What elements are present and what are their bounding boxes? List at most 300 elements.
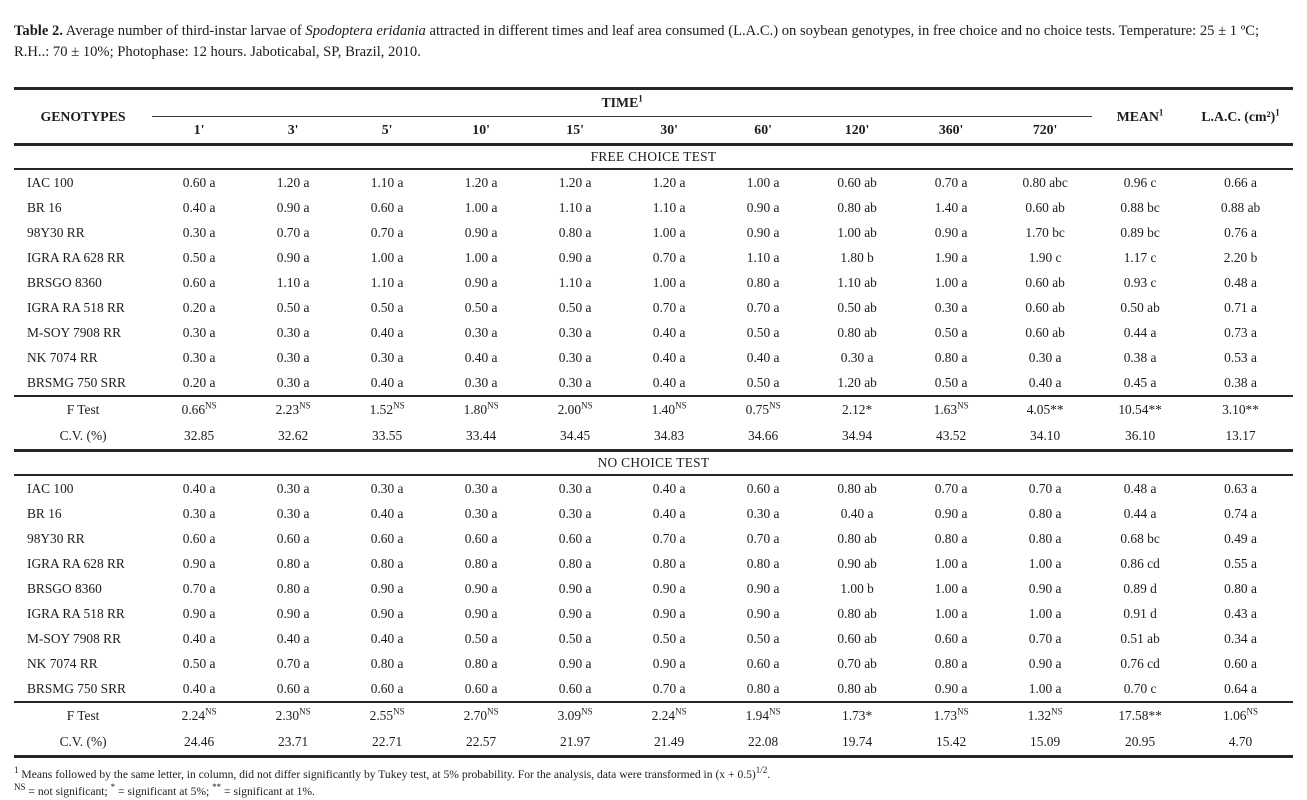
lac-cell: 0.76 a	[1224, 224, 1257, 240]
value-cell: 0.60 ab	[1025, 274, 1065, 290]
time-label: TIME	[601, 95, 639, 111]
cv-cell: 34.83	[654, 428, 685, 444]
value-cell: 0.30 a	[1028, 349, 1062, 365]
time-col-header: 5'	[381, 122, 393, 138]
value-cell: 0.30 a	[558, 374, 592, 390]
genotype-cell: 98Y30 RR	[27, 530, 85, 546]
value-cell: 1.00 a	[934, 274, 968, 290]
cv-cell: 24.46	[184, 734, 215, 750]
f-test-value: 1.73*	[842, 708, 873, 724]
value-cell: 0.30 a	[558, 480, 592, 496]
cv-row	[14, 423, 1293, 451]
footnote-2-text-a: = not significant;	[25, 784, 111, 798]
value-cell: 0.80 a	[1028, 505, 1062, 521]
value-cell: 0.80 ab	[837, 680, 877, 696]
time-col-header: 60'	[754, 122, 772, 138]
table-row	[14, 270, 1293, 295]
time-col-header: 720'	[1032, 122, 1058, 138]
mean-cell: 0.38 a	[1123, 349, 1157, 365]
value-cell: 1.00 a	[1028, 555, 1062, 571]
lac-cell: 0.64 a	[1224, 680, 1257, 696]
lac-cell: 0.74 a	[1224, 505, 1257, 521]
cv-cell: 19.74	[842, 734, 873, 750]
footnote-1	[14, 767, 1293, 783]
genotype-cell: BRSGO 8360	[27, 274, 102, 290]
value-cell: 0.50 ab	[837, 299, 877, 315]
mean-cell: 0.50 ab	[1120, 299, 1160, 315]
f-test-cell	[528, 702, 622, 729]
value-cell: 0.60 a	[558, 530, 592, 546]
table-row	[14, 320, 1293, 345]
value-cell: 0.60 ab	[1025, 199, 1065, 215]
f-test-value: 1.94	[745, 708, 770, 724]
mean-cell: 0.76 cd	[1120, 655, 1160, 671]
lac-cell: 0.49 a	[1224, 530, 1257, 546]
lac-cell: 0.38 a	[1224, 374, 1257, 390]
f-test-cell	[998, 396, 1092, 423]
cv-cell: 21.49	[654, 734, 685, 750]
genotype-cell: BRSGO 8360	[27, 580, 102, 596]
value-cell: 0.80 a	[276, 580, 310, 596]
value-cell: 0.90 a	[464, 580, 498, 596]
value-cell: 1.10 a	[370, 174, 404, 190]
col-header-lac	[1188, 89, 1293, 145]
species-name: Spodoptera eridania	[305, 23, 426, 39]
cv-cell: 33.44	[466, 428, 497, 444]
mean-cell: 0.48 a	[1123, 480, 1157, 496]
genotype-cell: IAC 100	[27, 174, 74, 190]
mean-cell: 0.70 c	[1123, 680, 1157, 696]
f-test-significance: NS	[957, 400, 969, 411]
genotype-cell: M-SOY 7908 RR	[27, 324, 121, 340]
value-cell: 0.90 a	[558, 605, 592, 621]
f-test-cell	[246, 396, 340, 423]
value-cell: 0.90 a	[370, 580, 404, 596]
mean-cell: 0.89 bc	[1120, 224, 1160, 240]
f-test-significance: NS	[205, 706, 217, 717]
section-title-row	[14, 451, 1293, 476]
value-cell: 0.90 a	[746, 605, 780, 621]
value-cell: 0.80 ab	[837, 480, 877, 496]
lac-cell: 0.53 a	[1224, 349, 1257, 365]
value-cell: 1.10 a	[558, 274, 592, 290]
value-cell: 1.20 a	[276, 174, 310, 190]
value-cell: 0.50 a	[934, 374, 968, 390]
results-table	[14, 87, 1293, 758]
footnote-2-star-marker: *	[110, 781, 116, 792]
value-cell: 1.70 bc	[1025, 224, 1065, 240]
value-cell: 0.60 a	[182, 274, 216, 290]
footnote-1-period: .	[767, 768, 771, 782]
value-cell: 0.70 a	[276, 224, 310, 240]
f-test-value: 2.24	[651, 708, 676, 724]
value-cell: 0.30 a	[746, 505, 780, 521]
value-cell: 0.80 a	[934, 530, 968, 546]
value-cell: 0.40 a	[182, 630, 216, 646]
value-cell: 0.90 a	[934, 505, 968, 521]
value-cell: 0.70 a	[1028, 630, 1062, 646]
f-test-cell	[716, 396, 810, 423]
value-cell: 0.90 a	[276, 605, 310, 621]
value-cell: 0.30 a	[840, 349, 874, 365]
value-cell: 0.70 a	[182, 580, 216, 596]
value-cell: 0.30 a	[934, 299, 968, 315]
value-cell: 0.30 a	[370, 480, 404, 496]
value-cell: 0.70 a	[934, 174, 968, 190]
cv-cell: 43.52	[936, 428, 967, 444]
value-cell: 0.80 a	[558, 555, 592, 571]
value-cell: 0.90 a	[1028, 655, 1062, 671]
lac-superscript: 1	[1275, 107, 1280, 118]
cv-row	[14, 729, 1293, 757]
value-cell: 0.90 a	[558, 249, 592, 265]
lac-cell: 0.60 a	[1224, 655, 1257, 671]
value-cell: 0.50 a	[464, 630, 498, 646]
f-test-significance: NS	[205, 400, 217, 411]
value-cell: 0.80 a	[558, 224, 592, 240]
value-cell: 0.80 ab	[837, 605, 877, 621]
genotype-cell: NK 7074 RR	[27, 655, 98, 671]
value-cell: 0.60 a	[370, 530, 404, 546]
value-cell: 1.10 a	[370, 274, 404, 290]
footnote-1-marker: 1	[14, 765, 19, 776]
value-cell: 0.30 a	[558, 349, 592, 365]
value-cell: 0.90 a	[1028, 580, 1062, 596]
value-cell: 0.60 ab	[1025, 299, 1065, 315]
col-header-genotypes: GENOTYPES	[40, 108, 126, 124]
value-cell: 0.50 a	[182, 655, 216, 671]
lac-cell: 0.55 a	[1224, 555, 1257, 571]
mean-cell: 0.45 a	[1123, 374, 1157, 390]
time-col-header: 3'	[287, 122, 299, 138]
value-cell: 0.40 a	[182, 680, 216, 696]
value-cell: 0.40 a	[652, 349, 686, 365]
mean-superscript: 1	[1158, 107, 1164, 118]
f-test-cell	[434, 396, 528, 423]
value-cell: 0.60 a	[182, 174, 216, 190]
cv-cell: 34.94	[842, 428, 873, 444]
value-cell: 0.30 a	[276, 374, 310, 390]
genotype-cell: BR 16	[27, 505, 62, 521]
value-cell: 0.90 a	[182, 605, 216, 621]
genotype-cell: IGRA RA 518 RR	[27, 299, 125, 315]
f-test-cell	[434, 702, 528, 729]
f-test-value: 10.54**	[1118, 402, 1162, 418]
value-cell: 0.90 a	[746, 199, 780, 215]
value-cell: 0.60 ab	[837, 174, 877, 190]
f-test-significance: NS	[1246, 706, 1258, 717]
cv-cell: 34.45	[560, 428, 591, 444]
cv-label: C.V. (%)	[59, 428, 107, 444]
value-cell: 0.90 ab	[837, 555, 877, 571]
value-cell: 0.50 a	[652, 630, 686, 646]
value-cell: 1.90 a	[934, 249, 968, 265]
value-cell: 0.60 a	[182, 530, 216, 546]
value-cell: 0.60 a	[370, 680, 404, 696]
value-cell: 1.20 a	[652, 174, 686, 190]
value-cell: 0.80 a	[1028, 530, 1062, 546]
section-title: NO CHOICE TEST	[597, 455, 710, 471]
f-test-label: F Test	[66, 708, 100, 724]
f-test-value: 3.10**	[1222, 402, 1259, 418]
f-test-value: 2.30	[275, 708, 300, 724]
table-row	[14, 501, 1293, 526]
value-cell: 0.80 a	[746, 680, 780, 696]
value-cell: 1.00 a	[934, 555, 968, 571]
value-cell: 0.30 a	[464, 480, 498, 496]
value-cell: 0.50 a	[934, 324, 968, 340]
mean-cell: 0.96 c	[1123, 174, 1157, 190]
value-cell: 0.50 a	[182, 249, 216, 265]
f-test-value: 1.73	[933, 708, 958, 724]
value-cell: 0.80 a	[934, 655, 968, 671]
value-cell: 0.40 a	[182, 199, 216, 215]
lac-cell: 0.80 a	[1224, 580, 1257, 596]
value-cell: 0.80 a	[464, 655, 498, 671]
table-row	[14, 345, 1293, 370]
f-test-cell	[810, 702, 904, 729]
f-test-value: 1.40	[651, 402, 676, 418]
f-test-value: 2.00	[557, 402, 582, 418]
f-test-significance: NS	[675, 706, 687, 717]
col-header-time	[152, 89, 1092, 117]
value-cell: 0.70 a	[370, 224, 404, 240]
f-test-significance: NS	[299, 400, 311, 411]
value-cell: 0.80 ab	[837, 530, 877, 546]
f-test-significance: NS	[769, 400, 781, 411]
f-test-significance: NS	[581, 400, 593, 411]
value-cell: 0.90 a	[652, 605, 686, 621]
mean-cell: 0.86 cd	[1120, 555, 1160, 571]
f-test-cell	[904, 702, 998, 729]
value-cell: 1.20 a	[464, 174, 498, 190]
value-cell: 0.70 a	[652, 249, 686, 265]
value-cell: 0.70 a	[276, 655, 310, 671]
f-test-significance: NS	[675, 400, 687, 411]
value-cell: 0.70 a	[746, 299, 780, 315]
table-body	[14, 145, 1293, 757]
mean-cell: 0.93 c	[1123, 274, 1157, 290]
value-cell: 0.30 a	[182, 224, 216, 240]
f-test-row	[14, 396, 1293, 423]
table-row	[14, 626, 1293, 651]
value-cell: 0.40 a	[370, 505, 404, 521]
f-test-value: 2.70	[463, 708, 488, 724]
time-col-header: 360'	[938, 122, 964, 138]
cv-cell: 21.97	[560, 734, 591, 750]
value-cell: 0.50 a	[370, 299, 404, 315]
value-cell: 0.40 a	[652, 374, 686, 390]
genotype-cell: M-SOY 7908 RR	[27, 630, 121, 646]
f-test-significance: NS	[581, 706, 593, 717]
cv-cell: 34.66	[748, 428, 779, 444]
table-row	[14, 245, 1293, 270]
f-test-value: 2.24	[181, 708, 206, 724]
value-cell: 0.30 a	[182, 505, 216, 521]
f-test-value: 1.80	[463, 402, 488, 418]
value-cell: 0.40 a	[652, 324, 686, 340]
time-col-header: 1'	[193, 122, 205, 138]
f-test-significance: NS	[487, 400, 499, 411]
f-test-cell	[152, 396, 246, 423]
value-cell: 0.30 a	[558, 505, 592, 521]
value-cell: 0.90 a	[276, 199, 310, 215]
value-cell: 0.60 a	[558, 680, 592, 696]
value-cell: 0.30 a	[276, 505, 310, 521]
value-cell: 0.90 a	[464, 274, 498, 290]
f-test-cell	[1092, 702, 1188, 729]
genotype-cell: BRSMG 750 SRR	[27, 680, 126, 696]
f-test-cell	[1188, 702, 1293, 729]
cv-cell: 22.08	[748, 734, 779, 750]
value-cell: 0.80 ab	[837, 199, 877, 215]
table-row	[14, 370, 1293, 396]
f-test-value: 17.58**	[1118, 708, 1162, 724]
value-cell: 1.00 a	[652, 224, 686, 240]
mean-cell: 0.44 a	[1123, 505, 1157, 521]
lac-cell: 0.66 a	[1224, 174, 1257, 190]
time-superscript: 1	[638, 93, 643, 104]
value-cell: 0.90 a	[746, 224, 780, 240]
value-cell: 0.90 a	[276, 249, 310, 265]
f-test-significance: NS	[487, 706, 499, 717]
f-test-value: 1.06	[1223, 708, 1247, 724]
value-cell: 0.80 a	[276, 555, 310, 571]
value-cell: 0.90 a	[558, 580, 592, 596]
f-test-value: 3.09	[557, 708, 582, 724]
footnote-2	[14, 781, 1293, 800]
value-cell: 0.80 a	[370, 655, 404, 671]
mean-cell: 0.88 bc	[1120, 199, 1160, 215]
value-cell: 0.50 a	[558, 630, 592, 646]
f-test-cell	[1188, 396, 1293, 423]
value-cell: 1.00 b	[840, 580, 874, 596]
f-test-cell	[622, 396, 716, 423]
value-cell: 0.70 a	[652, 530, 686, 546]
value-cell: 1.10 ab	[837, 274, 877, 290]
f-test-cell	[340, 702, 434, 729]
lac-cell: 2.20 b	[1223, 249, 1258, 265]
value-cell: 0.80 a	[746, 555, 780, 571]
value-cell: 1.00 a	[652, 274, 686, 290]
f-test-row	[14, 702, 1293, 729]
value-cell: 1.80 b	[840, 249, 874, 265]
value-cell: 0.30 a	[276, 349, 310, 365]
value-cell: 0.30 a	[370, 349, 404, 365]
genotype-cell: BRSMG 750 SRR	[27, 374, 126, 390]
cv-cell: 36.10	[1125, 428, 1156, 444]
value-cell: 0.60 a	[746, 655, 780, 671]
value-cell: 0.80 a	[746, 274, 780, 290]
value-cell: 1.00 a	[370, 249, 404, 265]
value-cell: 0.60 ab	[837, 630, 877, 646]
value-cell: 0.80 a	[652, 555, 686, 571]
lac-cell: 0.34 a	[1224, 630, 1257, 646]
value-cell: 0.30 a	[464, 374, 498, 390]
value-cell: 0.80 a	[934, 349, 968, 365]
lac-cell: 0.43 a	[1224, 605, 1257, 621]
table-header	[14, 89, 1293, 145]
value-cell: 0.50 a	[746, 324, 780, 340]
f-test-cell	[904, 396, 998, 423]
f-test-cell	[246, 702, 340, 729]
genotype-cell: IGRA RA 628 RR	[27, 555, 125, 571]
lac-cell: 0.48 a	[1224, 274, 1257, 290]
value-cell: 0.20 a	[182, 374, 216, 390]
f-test-significance: NS	[1051, 706, 1063, 717]
f-test-significance: NS	[393, 706, 405, 717]
value-cell: 0.40 a	[840, 505, 874, 521]
value-cell: 1.10 a	[558, 199, 592, 215]
value-cell: 0.90 a	[464, 605, 498, 621]
value-cell: 0.80 abc	[1022, 174, 1068, 190]
section-title: FREE CHOICE TEST	[590, 149, 717, 165]
value-cell: 0.90 a	[370, 605, 404, 621]
f-test-cell	[1092, 396, 1188, 423]
f-test-value: 1.32	[1027, 708, 1052, 724]
lac-cell: 0.88 ab	[1220, 199, 1261, 215]
value-cell: 0.80 ab	[837, 324, 877, 340]
footnote-2-text-c: = significant at 1%.	[221, 784, 315, 798]
mean-cell: 0.91 d	[1123, 605, 1157, 621]
caption-text-before: Average number of third-instar larvae of	[62, 23, 306, 39]
footnote-1-text: Means followed by the same letter, in column, did not differ significantly by Tukey test, at 5% probability. For the analysis, data were transformed in (x + 0.5)	[18, 768, 756, 782]
value-cell: 0.90 a	[652, 655, 686, 671]
value-cell: 0.30 a	[464, 505, 498, 521]
table-row	[14, 576, 1293, 601]
f-test-significance: NS	[769, 706, 781, 717]
value-cell: 0.90 a	[934, 680, 968, 696]
value-cell: 1.00 ab	[837, 224, 877, 240]
mean-cell: 0.68 bc	[1120, 530, 1160, 546]
value-cell: 1.00 a	[464, 249, 498, 265]
value-cell: 0.20 a	[182, 299, 216, 315]
value-cell: 0.60 a	[276, 530, 310, 546]
mean-cell: 0.44 a	[1123, 324, 1157, 340]
cv-cell: 22.71	[372, 734, 403, 750]
f-test-value: 0.75	[745, 402, 770, 418]
table-row	[14, 651, 1293, 676]
genotype-cell: BR 16	[27, 199, 62, 215]
value-cell: 0.80 a	[370, 555, 404, 571]
table-row	[14, 475, 1293, 501]
table-row	[14, 601, 1293, 626]
col-header-mean	[1092, 89, 1188, 145]
value-cell: 0.70 ab	[837, 655, 877, 671]
f-test-value: 4.05**	[1026, 402, 1064, 418]
value-cell: 0.70 a	[934, 480, 968, 496]
value-cell: 0.40 a	[652, 505, 686, 521]
value-cell: 0.70 a	[746, 530, 780, 546]
value-cell: 0.60 a	[746, 480, 780, 496]
lac-cell: 0.63 a	[1224, 480, 1257, 496]
value-cell: 0.90 a	[746, 580, 780, 596]
table-row	[14, 195, 1293, 220]
value-cell: 1.90 c	[1028, 249, 1062, 265]
f-test-value: 2.12*	[842, 402, 873, 418]
f-test-value: 1.63	[933, 402, 958, 418]
value-cell: 1.10 a	[746, 249, 780, 265]
value-cell: 0.90 a	[652, 580, 686, 596]
value-cell: 0.60 a	[464, 530, 498, 546]
genotype-cell: 98Y30 RR	[27, 224, 85, 240]
value-cell: 0.90 a	[182, 555, 216, 571]
value-cell: 0.30 a	[464, 324, 498, 340]
value-cell: 0.60 a	[276, 680, 310, 696]
value-cell: 0.70 a	[652, 299, 686, 315]
f-test-label: F Test	[66, 402, 100, 418]
value-cell: 0.50 a	[558, 299, 592, 315]
